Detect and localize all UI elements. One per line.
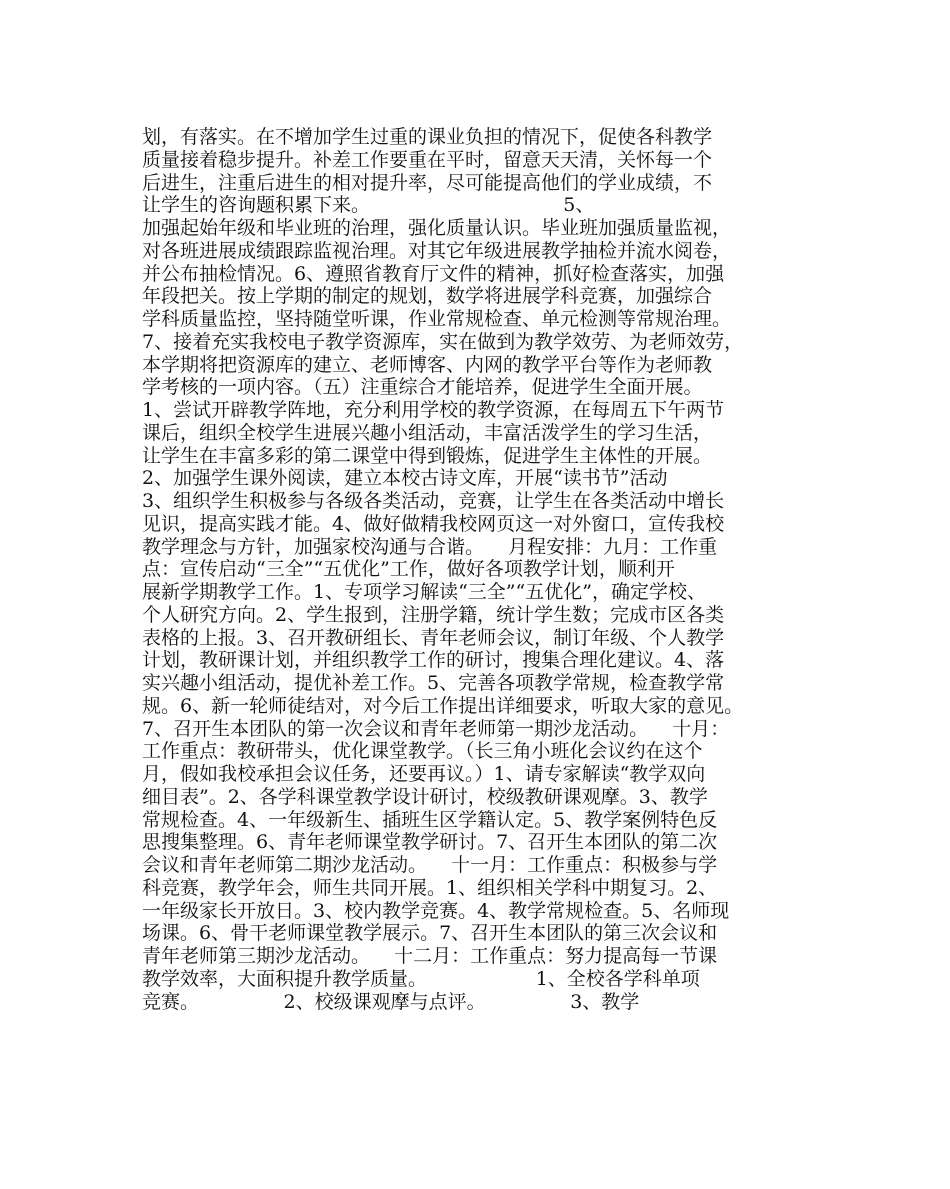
text-line: 工作重点：教研带头，优化课堂教学。（长三角小班化会议约在这个: [142, 740, 703, 763]
text-line: 本学期将把资源库的建立、老师博客、内网的教学平台等作为老师教: [142, 353, 713, 376]
text-line: 对各班进展成绩跟踪监视治理。对其它年级进展教学抽检并流水阅卷，: [142, 239, 732, 262]
text-line: 竞赛。 2、校级课观摩与点评。 3、教学: [142, 990, 640, 1013]
text-line: 并公布抽检情况。6、遵照省教育厅文件的精神，抓好检查落实，加强: [142, 262, 725, 285]
text-line: 后进生，注重后进生的相对提升率，尽可能提高他们的学业成绩，不: [142, 171, 713, 194]
text-line: 7、接着充实我校电子教学资源库，实在做到为教学效劳、为老师效劳，: [142, 330, 744, 353]
text-line: 7、召开生本团队的第一次会议和青年老师第一期沙龙活动。 十月：: [142, 717, 730, 740]
text-line: 点：宣传启动“三全”“五优化”工作，做好各项教学计划，顺利开: [142, 558, 675, 581]
text-line: 学科质量监控，坚持随堂听课，作业常规检查、单元检测等常规治理。: [142, 308, 732, 330]
text-line: 2、加强学生课外阅读，建立本校古诗文库，开展“读书节”活动: [142, 467, 668, 490]
text-line: 月，假如我校承担会议任务，还要再议。）1、请专家解读“教学双向: [142, 763, 706, 785]
text-line: 让学生的咨询题积累下来。 5、: [142, 194, 595, 217]
text-line: 实兴趣小组活动，提优补差工作。5、完善各项教学常规，检查教学常: [142, 672, 725, 694]
text-line: 科竞赛，教学年会，师生共同开展。1、组织相关学科中期复习。2、: [142, 876, 718, 899]
text-line: 课后，组织全校学生进展兴趣小组活动，丰富活泼学生的学习生活，: [142, 421, 713, 444]
text-line: 规。6、新一轮师徒结对，对今后工作提出详细要求，听取大家的意见。: [142, 694, 744, 717]
text-line: 见识，提高实践才能。4、做好做精我校网页这一对外窗口，宣传我校: [142, 512, 725, 535]
text-line: 展新学期教学工作。1、专项学习解读“三全”“五优化”，确定学校、: [142, 581, 706, 603]
text-line: 细目表”。2、各学科课堂教学设计研讨，校级教研课观摩。3、教学: [142, 785, 708, 808]
text-line: 加强起始年级和毕业班的治理，强化质量认识。毕业班加强质量监视，: [142, 217, 732, 239]
text-line: 表格的上报。3、召开教研组长、青年老师会议，制订年级、个人教学: [142, 626, 725, 649]
text-line: 思搜集整理。6、青年老师课堂教学研讨。7、召开生本团队的第二次: [142, 831, 718, 854]
text-line: 常规检查。4、一年级新生、插班生区学籍认定。5、教学案例特色反: [142, 808, 718, 831]
text-line: 教学理念与方针，加强家校沟通与合谐。 月程安排：九月：工作重: [142, 535, 718, 558]
text-line: 1、尝试开辟教学阵地，充分利用学校的教学资源，在每周五下午两节: [142, 399, 725, 421]
text-line: 场课。6、骨干老师课堂教学展示。7、召开生本团队的第三次会议和: [142, 922, 718, 945]
text-line: 青年老师第三期沙龙活动。 十二月：工作重点：努力提高每一节课: [142, 945, 718, 967]
text-line: 教学效率，大面积提升教学质量。 1、全校各学科单项: [142, 967, 700, 990]
text-line: 计划，教研课计划，并组织教学工作的研讨，搜集合理化建议。4、落: [142, 649, 725, 672]
text-line: 一年级家长开放日。3、校内教学竞赛。4、教学常规检查。5、名师现: [142, 899, 730, 922]
text-line: 年段把关。按上学期的制定的规划，数学将进展学科竞赛，加强综合: [142, 285, 713, 308]
text-line: 3、组织学生积极参与各级各类活动，竞赛，让学生在各类活动中增长: [142, 490, 725, 512]
body-text: [142, 126, 832, 1013]
text-line: 让学生在丰富多彩的第二课堂中得到锻炼，促进学生主体性的开展。: [142, 444, 713, 467]
text-line: 会议和青年老师第二期沙龙活动。 十一月：工作重点：积极参与学: [142, 854, 718, 876]
text-line: 质量接着稳步提升。补差工作要重在平时，留意天天清，关怀每一个: [142, 148, 713, 171]
text-line: 学考核的一项内容。（五）注重综合才能培养，促进学生全面开展。: [142, 376, 703, 399]
text-line: 划，有落实。在不增加学生过重的课业负担的情况下，促使各科教学: [142, 126, 713, 148]
text-line: 个人研究方向。2、学生报到，注册学籍，统计学生数；完成市区各类: [142, 603, 725, 626]
